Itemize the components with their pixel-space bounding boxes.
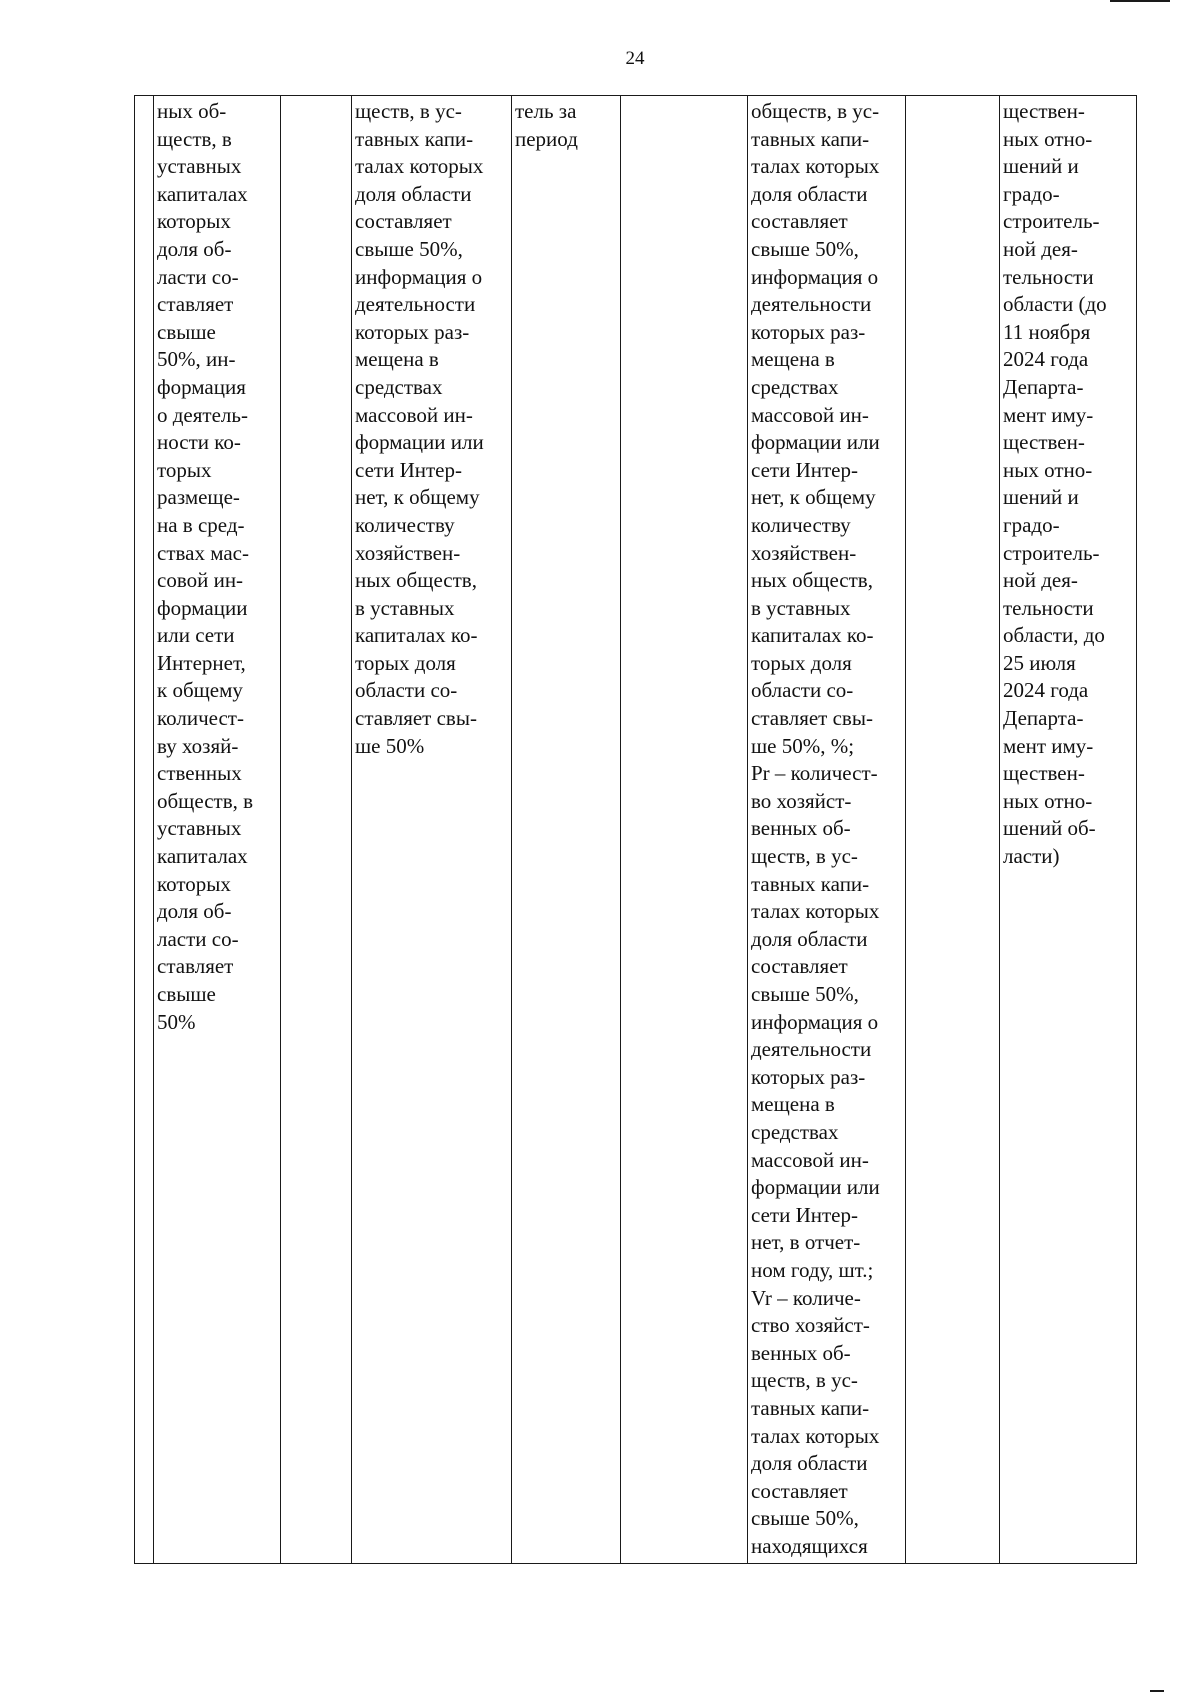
cell-text-line: о деятель- [157, 402, 248, 427]
cell-text-line: информация о [751, 1009, 879, 1034]
cell-text-line: мещена в [355, 347, 439, 372]
cell-text-line: составляет [751, 954, 848, 979]
cell-text-line: хозяйствен- [355, 540, 461, 565]
cell-text-line: которых раз- [355, 319, 470, 344]
table-row [135, 96, 1137, 1564]
cell-text-line: средствах [751, 374, 839, 399]
table-cell-col2 [154, 96, 281, 1564]
cell-text-line: строитель- [1003, 540, 1100, 565]
cell-text-line: 50%, ин- [157, 347, 236, 372]
cell-text-line: талах которых [751, 1423, 880, 1448]
cell-text-line: 50% [157, 1009, 196, 1034]
cell-text-line: ществен- [1003, 430, 1085, 455]
cell-text-line: тавных капи- [751, 1395, 870, 1420]
cell-text-line: массовой ин- [355, 402, 473, 427]
cell-text-line: тавных капи- [751, 126, 870, 151]
cell-text-line: количеству [355, 512, 455, 537]
cell-text-line: доля области [355, 181, 472, 206]
cell-text-line: сети Интер- [751, 457, 858, 482]
cell-text-line: формации или [751, 1175, 880, 1200]
cell-text-line: ществ, в ус- [355, 99, 462, 123]
cell-text-line: торых [157, 457, 212, 482]
cell-text-line: количест- [157, 706, 244, 731]
table-cell-col3 [281, 96, 352, 1564]
cell-text-line: ставляет [157, 954, 234, 979]
cell-text-line: ше 50% [355, 733, 425, 758]
cell-text-line: ществен- [1003, 99, 1085, 123]
page-number: 24 [625, 48, 645, 69]
cell-text-line: ществ, в [157, 126, 232, 151]
cell-text-line: размеще- [157, 485, 240, 510]
cell-text-line: шений и [1003, 154, 1079, 179]
cell-text-line: ласти) [1003, 844, 1060, 869]
cell-text-line: формации [157, 595, 248, 620]
cell-text-line: торых доля [355, 650, 456, 675]
cell-text-line: свыше 50%, [355, 236, 463, 261]
cell-text-line: ву хозяй- [157, 733, 239, 758]
cell-text-line: 2024 года [1003, 347, 1089, 372]
scan-mark-bottom-right [1150, 1690, 1164, 1692]
cell-text-line: или сети [157, 623, 235, 648]
cell-text-line: хозяйствен- [751, 540, 857, 565]
cell-text-line: ных об- [157, 99, 227, 123]
cell-text-line: венных об- [751, 816, 851, 841]
cell-text-line: во хозяйст- [751, 788, 852, 813]
data-table [134, 95, 1137, 1564]
cell-text-line: составляет [751, 209, 848, 234]
cell-text-line: капиталах [157, 844, 248, 869]
cell-text-line: деятельности [355, 292, 476, 317]
cell-text-line: формации или [355, 430, 484, 455]
cell-text-line: которых раз- [751, 319, 866, 344]
cell-text-line: уставных [157, 816, 242, 841]
cell-text-line: ственных [157, 761, 242, 786]
cell-text-line: тавных капи- [751, 871, 870, 896]
cell-text-line: свыше 50%, [751, 982, 859, 1006]
cell-text-line: сети Интер- [355, 457, 462, 482]
cell-text-line: талах которых [751, 899, 880, 924]
cell-text-line: период [515, 126, 578, 151]
table-cell-col4 [352, 96, 512, 1564]
cell-text-line: количеству [751, 512, 851, 537]
cell-text-line: свыше [157, 982, 216, 1006]
cell-text-line: области (до [1003, 292, 1107, 317]
cell-text-line: ство хозяйст- [751, 1313, 870, 1338]
cell-text-line: в уставных [751, 595, 851, 620]
cell-text-line: к общему [157, 678, 243, 703]
cell-text-line: составляет [751, 1478, 848, 1503]
cell-text-line: ставляет [157, 292, 234, 317]
cell-text-line: тель за [515, 99, 577, 123]
table-cell-col1 [135, 96, 154, 1564]
cell-text-line: совой ин- [157, 568, 244, 593]
cell-text-line: области со- [355, 678, 458, 703]
cell-text-line: деятельности [751, 1037, 872, 1062]
cell-text-line: ных отно- [1003, 788, 1093, 813]
cell-text-line: капиталах [157, 181, 248, 206]
cell-text-line: 25 июля [1003, 650, 1076, 675]
cell-text-line: Департа- [1003, 706, 1084, 731]
cell-text-line: 2024 года [1003, 678, 1089, 703]
cell-text-line: которых раз- [751, 1064, 866, 1089]
cell-text-line: массовой ин- [751, 402, 869, 427]
cell-text-line: массовой ин- [751, 1147, 869, 1172]
table-cell-col7 [748, 96, 906, 1564]
cell-text-line: капиталах ко- [355, 623, 478, 648]
cell-text-line: ществ, в ус- [751, 1368, 858, 1393]
cell-text-line: ной дея- [1003, 236, 1078, 261]
cell-text-line: Pr – количест- [751, 761, 878, 786]
cell-text-line: Департа- [1003, 374, 1084, 399]
cell-text-line: талах которых [355, 154, 484, 179]
cell-text-line: информация о [751, 264, 879, 289]
table-cell-col9 [1000, 96, 1137, 1564]
cell-text-line: тельности [1003, 595, 1094, 620]
cell-text-line: на в сред- [157, 512, 245, 537]
cell-text-line: мент иму- [1003, 402, 1094, 427]
cell-text-line: талах которых [751, 154, 880, 179]
cell-text-line: ной дея- [1003, 568, 1078, 593]
cell-text-line: области со- [751, 678, 854, 703]
cell-text-line: тавных капи- [355, 126, 474, 151]
cell-text-line: ности ко- [157, 430, 241, 455]
cell-text-line: ласти со- [157, 926, 239, 951]
cell-text-line: сети Интер- [751, 1202, 858, 1227]
cell-text-line: обществ, в ус- [751, 99, 880, 123]
cell-text-line: которых [157, 871, 231, 896]
cell-text-line: доля об- [157, 236, 232, 261]
table-cell-col6 [621, 96, 748, 1564]
cell-text-line: нет, к общему [751, 485, 876, 510]
cell-text-line: ществ, в ус- [751, 844, 858, 869]
cell-text-line: ласти со- [157, 264, 239, 289]
table-cell-col5 [512, 96, 621, 1564]
cell-text-line: нет, к общему [355, 485, 480, 510]
cell-text-line: формация [157, 374, 246, 399]
table-cell-col8 [906, 96, 1000, 1564]
cell-text-line: нет, в отчет- [751, 1230, 861, 1255]
cell-text-line: составляет [355, 209, 452, 234]
cell-text-line: ных отно- [1003, 126, 1093, 151]
cell-text-line: доля области [751, 181, 868, 206]
cell-text-line: шений и [1003, 485, 1079, 510]
cell-text-line: доля области [751, 926, 868, 951]
cell-text-line: свыше 50%, [751, 1506, 859, 1531]
cell-text-line: ном году, шт.; [751, 1257, 874, 1282]
cell-text-line: 11 ноября [1003, 319, 1091, 344]
cell-text-line: ных отно- [1003, 457, 1093, 482]
cell-text-line: строитель- [1003, 209, 1100, 234]
cell-text-line: доля об- [157, 899, 232, 924]
cell-text-line: торых доля [751, 650, 852, 675]
cell-text-line: градо- [1003, 181, 1060, 206]
cell-text-line: области, до [1003, 623, 1105, 648]
cell-text-line: средствах [751, 1119, 839, 1144]
cell-text-line: деятельности [751, 292, 872, 317]
cell-text-line: которых [157, 209, 231, 234]
cell-text-line: венных об- [751, 1340, 851, 1365]
cell-text-line: формации или [751, 430, 880, 455]
cell-text-line: свыше [157, 319, 216, 344]
cell-text-line: ных обществ, [355, 568, 477, 593]
cell-text-line: находящихся [751, 1533, 868, 1558]
cell-text-line: ных обществ, [751, 568, 873, 593]
cell-text-line: свыше 50%, [751, 236, 859, 261]
cell-text-line: ше 50%, %; [751, 733, 855, 758]
cell-text-line: ствах мас- [157, 540, 249, 565]
cell-text-line: обществ, в [157, 788, 254, 813]
cell-text-line: шений об- [1003, 816, 1096, 841]
cell-text-line: Vr – количе- [751, 1285, 861, 1310]
cell-text-line: средствах [355, 374, 443, 399]
cell-text-line: мещена в [751, 347, 835, 372]
cell-text-line: градо- [1003, 512, 1060, 537]
cell-text-line: мент иму- [1003, 733, 1094, 758]
cell-text-line: капиталах ко- [751, 623, 874, 648]
cell-text-line: в уставных [355, 595, 455, 620]
cell-text-line: ставляет свы- [751, 706, 873, 731]
cell-text-line: Интернет, [157, 650, 246, 675]
cell-text-line: информация о [355, 264, 483, 289]
cell-text-line: ществен- [1003, 761, 1085, 786]
cell-text-line: уставных [157, 154, 242, 179]
cell-text-line: тельности [1003, 264, 1094, 289]
cell-text-line: мещена в [751, 1092, 835, 1117]
scan-mark-top-right [1110, 0, 1170, 2]
cell-text-line: доля области [751, 1451, 868, 1476]
cell-text-line: ставляет свы- [355, 706, 477, 731]
